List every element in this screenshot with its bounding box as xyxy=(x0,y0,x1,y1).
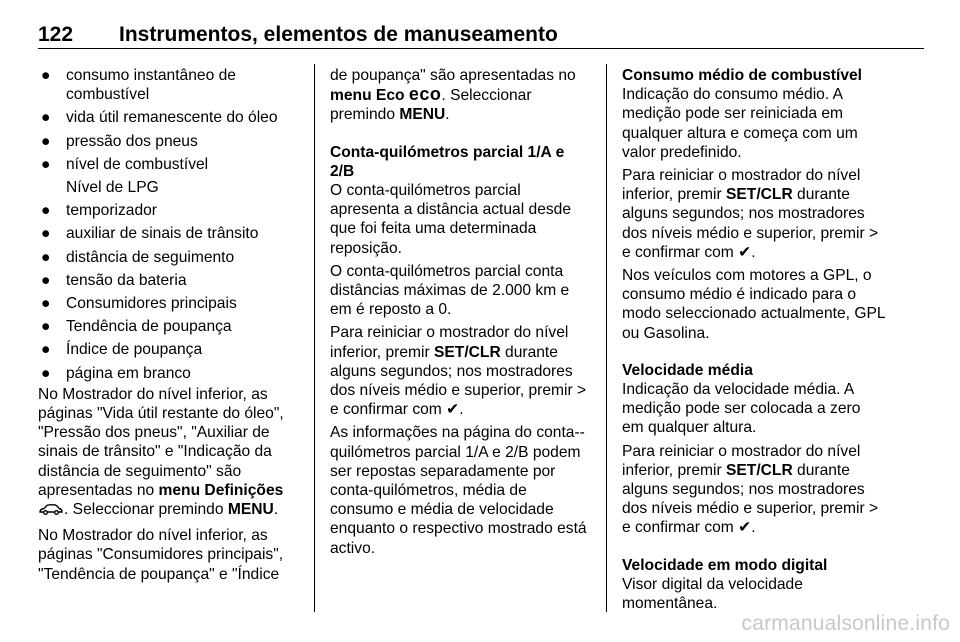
paragraph: O conta-quilómetros parcial conta distâncias máximas de 2.000 km e em é reposto a 0. xyxy=(330,262,570,319)
list-item: ● auxiliar de sinais de trânsito xyxy=(41,225,259,243)
list-item: ● Consumidores principais xyxy=(41,295,237,313)
section-heading: Velocidade média xyxy=(622,361,753,379)
check-icon: ✔ xyxy=(738,243,752,261)
list-item: ● pressão dos pneus xyxy=(41,132,198,150)
list-item: ● tensão da bateria xyxy=(41,271,187,289)
column-right xyxy=(622,66,886,617)
section-heading: Consumo médio de combustível xyxy=(622,67,863,84)
paragraph: Para reiniciar o mostrador do nível inferior, premir SET/CLR durante alguns segundos; nos mostradores dos níveis médio e superior, premir > e confirmar com ✔. xyxy=(330,324,587,419)
paragraph: No Mostrador do nível inferior, as páginas "Vida útil restante do óleo", "Pressão dos pneus", "Auxiliar de sinais de trânsito" e "Indicação da distância de seguimento" são apresentadas no menu Definições . Seleccionar premindo MENU. xyxy=(38,385,306,520)
paragraph: de poupança" são apresentadas no menu Eco eco. Seleccionar premindo MENU. xyxy=(330,67,576,124)
paragraph: No Mostrador do nível inferior, as páginas "Consumidores principais", "Tendência de poupança" e "Índice xyxy=(38,527,284,583)
list-item: ● nível de combustível xyxy=(41,155,209,173)
list-sub-item: Nível de LPG xyxy=(66,179,159,197)
column-divider xyxy=(314,64,315,612)
page-header xyxy=(38,0,924,50)
list-item: ● consumo instantâneo de combustível xyxy=(41,67,236,104)
chevron-right-icon: > xyxy=(869,500,879,518)
paragraph: Indicação do consumo médio. A medição pode ser reiniciada em qualquer altura e começa com um valor predefinido. xyxy=(622,86,858,161)
paragraph: Visor digital da velocidade momentânea. xyxy=(622,575,803,613)
paragraph: As informações na página do conta--quilómetros parcial 1/A e 2/B podem ser repostas separadamente por conta-quilómetros, média de consumo e média de velocidade enquanto o respectivo mostrado está activo. xyxy=(330,424,587,557)
paragraph: Nos veículos com motores a GPL, o consumo médio é indicado para o modo seleccionado actualmente, GPL ou Gasolina. xyxy=(622,267,885,342)
column-divider xyxy=(606,64,607,612)
paragraph: O conta-quilómetros parcial apresenta a distância actual desde que foi feita uma determinada reposição. xyxy=(330,182,572,257)
list-item: ● distância de seguimento xyxy=(41,248,235,266)
list-item: ● temporizador xyxy=(41,202,158,220)
header-rule xyxy=(38,48,924,49)
check-icon: ✔ xyxy=(446,401,460,419)
car-settings-icon xyxy=(38,501,64,520)
page-title: Instrumentos, elementos de manuseamento xyxy=(119,23,558,46)
feature-list xyxy=(38,66,306,383)
list-item: ● Índice de poupança xyxy=(41,341,203,359)
paragraph: Para reiniciar o mostrador do nível inferior, premir SET/CLR durante alguns segundos; nos mostradores dos níveis médio e superior, premir > e confirmar com ✔. xyxy=(622,167,879,261)
section-heading: Conta-quilómetros parcial 1/A e 2/B xyxy=(330,143,565,180)
eco-icon: eco xyxy=(408,84,442,105)
check-icon: ✔ xyxy=(738,519,752,537)
chevron-right-icon: > xyxy=(869,224,879,242)
chevron-right-icon: > xyxy=(577,382,587,400)
list-item: ● Tendência de poupança xyxy=(41,318,232,336)
column-middle xyxy=(330,66,592,562)
list-item: ● página em branco xyxy=(41,364,191,382)
section-heading: Velocidade em modo digital xyxy=(622,556,828,574)
page-number: 122 xyxy=(38,23,74,46)
paragraph: Para reiniciar o mostrador do nível inferior, premir SET/CLR durante alguns segundos; nos mostradores dos níveis médio e superior, premir > e confirmar com ✔. xyxy=(622,442,879,537)
watermark: carmanualsonline.info xyxy=(741,612,950,635)
list-item: ● vida útil remanescente do óleo xyxy=(41,109,278,127)
column-left xyxy=(38,66,306,588)
paragraph: Indicação da velocidade média. A medição pode ser colocada a zero em qualquer altura. xyxy=(622,381,861,437)
